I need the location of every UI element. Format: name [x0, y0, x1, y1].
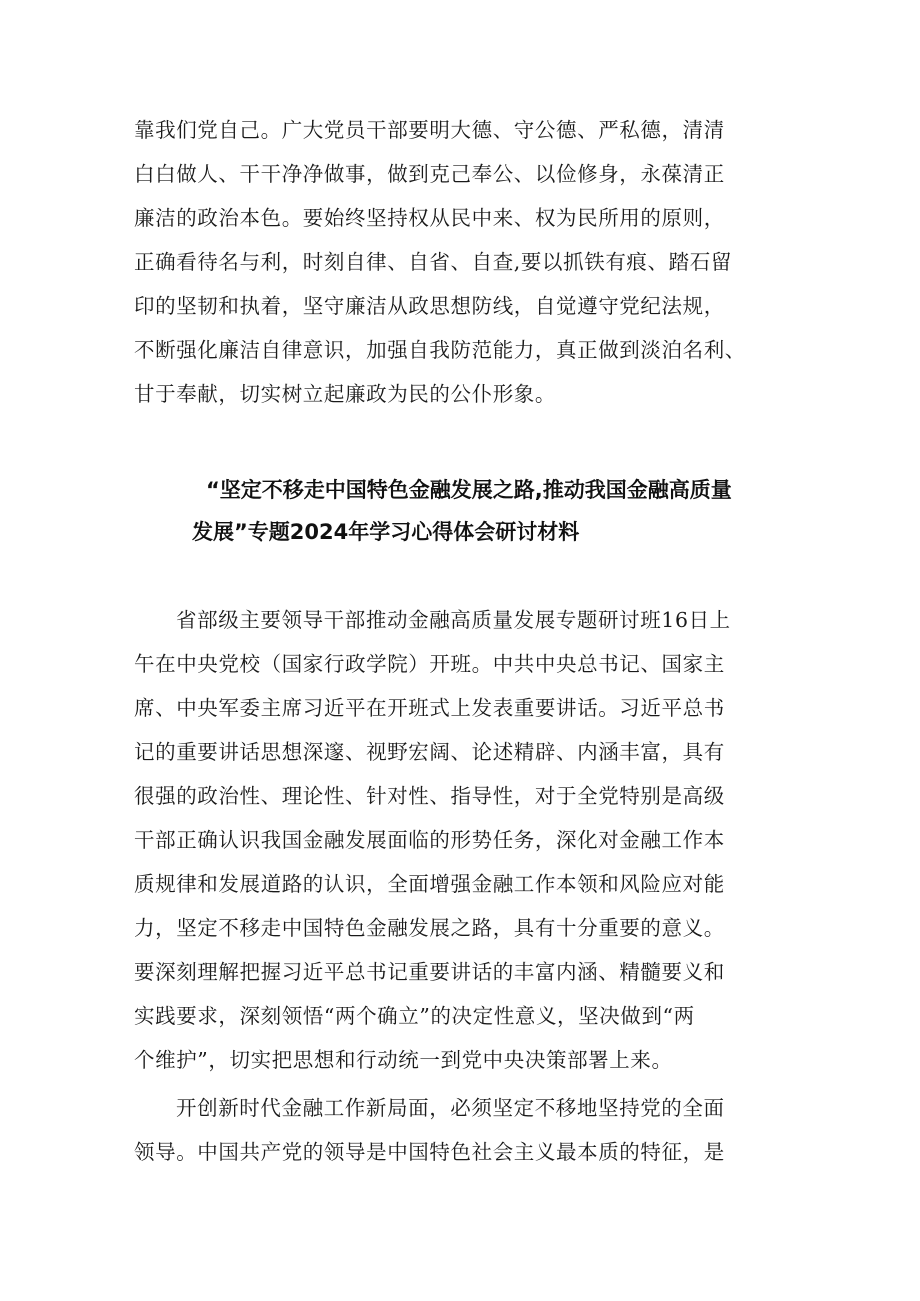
paragraph-line: 白白做人、干干净净做事，做到克己奉公、以俭修身，永葆清正 — [134, 162, 725, 186]
paragraph-line: 个维护”，切实把思想和行动统一到党中央决策部署上来。 — [134, 1048, 673, 1072]
paragraph-line: 甘于奉献，切实树立起廉政为民的公仆形象。 — [134, 382, 556, 406]
paragraph-line: 要深刻理解把握习近平总书记重要讲话的丰富内涵、精髓要义和 — [134, 960, 725, 984]
paragraph-line: 席、中央军委主席习近平在开班式上发表重要讲话。习近平总书 — [134, 696, 725, 720]
paragraph-line: 力，坚定不移走中国特色金融发展之路，具有十分重要的意义。 — [134, 916, 725, 940]
paragraph-line: 干部正确认识我国金融发展面临的形势任务，深化对金融工作本 — [134, 828, 725, 852]
paragraph-line: 开创新时代金融工作新局面，必须坚定不移地坚持党的全面 — [176, 1096, 725, 1120]
article-title-line-2: 发展”专题2024年学习心得体会研讨材料 — [192, 520, 580, 544]
article-title-line-1: “坚定不移走中国特色金融发展之路,推动我国金融高质量 — [206, 478, 732, 502]
paragraph-line: 记的重要讲话思想深邃、视野宏阔、论述精辟、内涵丰富，具有 — [134, 740, 725, 764]
paragraph-line: 午在中央党校（国家行政学院）开班。中共中央总书记、国家主 — [134, 652, 725, 676]
paragraph-line: 领导。中国共产党的领导是中国特色社会主义最本质的特征，是 — [134, 1140, 725, 1164]
paragraph-line: 不断强化廉洁自律意识，加强自我防范能力，真正做到淡泊名利、 — [134, 338, 746, 362]
paragraph-line: 很强的政治性、理论性、针对性、指导性，对于全党特别是高级 — [134, 784, 725, 808]
paragraph-line: 廉洁的政治本色。要始终坚持权从民中来、权为民所用的原则， — [134, 206, 725, 230]
paragraph-line: 质规律和发展道路的认识，全面增强金融工作本领和风险应对能 — [134, 872, 725, 896]
paragraph-line: 省部级主要领导干部推动金融高质量发展专题研讨班16日上 — [176, 608, 731, 632]
paragraph-line: 靠我们党自己。广大党员干部要明大德、守公德、严私德，清清 — [134, 118, 725, 142]
paragraph-line: 印的坚韧和执着，坚守廉洁从政思想防线，自觉遵守党纪法规， — [134, 294, 725, 318]
paragraph-line: 实践要求，深刻领悟“两个确立”的决定性意义，坚决做到“两 — [134, 1004, 695, 1028]
paragraph-line: 正确看待名与利，时刻自律、自省、自查,要以抓铁有痕、踏石留 — [134, 250, 732, 274]
